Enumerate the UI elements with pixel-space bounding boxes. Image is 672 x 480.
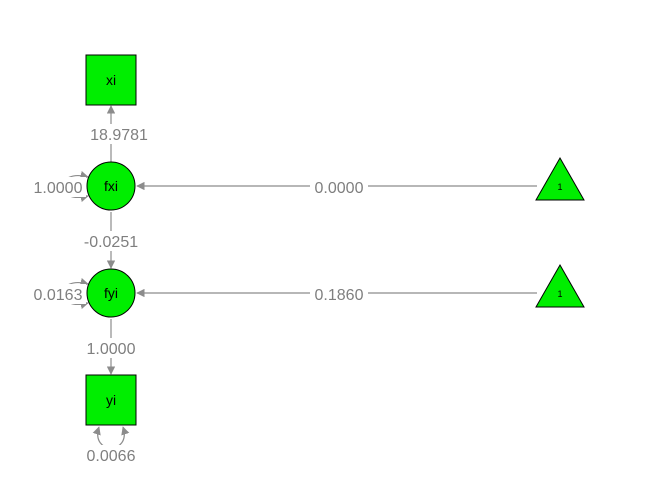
svg-text:1: 1: [557, 182, 563, 192]
path-label-fxi-fyi: [80, 231, 142, 251]
svg-text:0.0000: 0.0000: [314, 180, 364, 197]
node-fyi: [87, 269, 135, 317]
node-constant-fyi: [536, 265, 584, 307]
svg-text:fyi: fyi: [104, 285, 118, 301]
path-label-fyi-yi: [82, 338, 140, 358]
svg-text:-0.0251: -0.0251: [83, 234, 139, 251]
svg-text:yi: yi: [105, 392, 117, 408]
svg-text:1: 1: [557, 289, 563, 299]
svg-text:fxi: fxi: [104, 178, 118, 194]
variance-label-yi: [82, 445, 140, 465]
path-label-const-fyi: [310, 284, 368, 304]
variance-label-fxi: [30, 177, 86, 197]
node-yi: [86, 375, 136, 425]
svg-text:1.0000: 1.0000: [33, 180, 83, 197]
svg-text:xi: xi: [105, 72, 117, 88]
node-constant-fxi: [536, 158, 584, 200]
svg-text:1.0000: 1.0000: [86, 341, 136, 358]
variance-label-fyi: [30, 284, 86, 304]
variance-loop-yi: [98, 427, 125, 448]
path-label-fxi-xi: [78, 124, 148, 144]
svg-text:0.1860: 0.1860: [314, 287, 364, 304]
node-xi: [86, 55, 136, 105]
svg-text:0.0163: 0.0163: [33, 287, 83, 304]
svg-text:0.0066: 0.0066: [86, 448, 136, 465]
node-fxi: [87, 162, 135, 210]
path-label-const-fxi: [310, 177, 368, 197]
svg-text:18.9781: 18.9781: [90, 127, 148, 144]
